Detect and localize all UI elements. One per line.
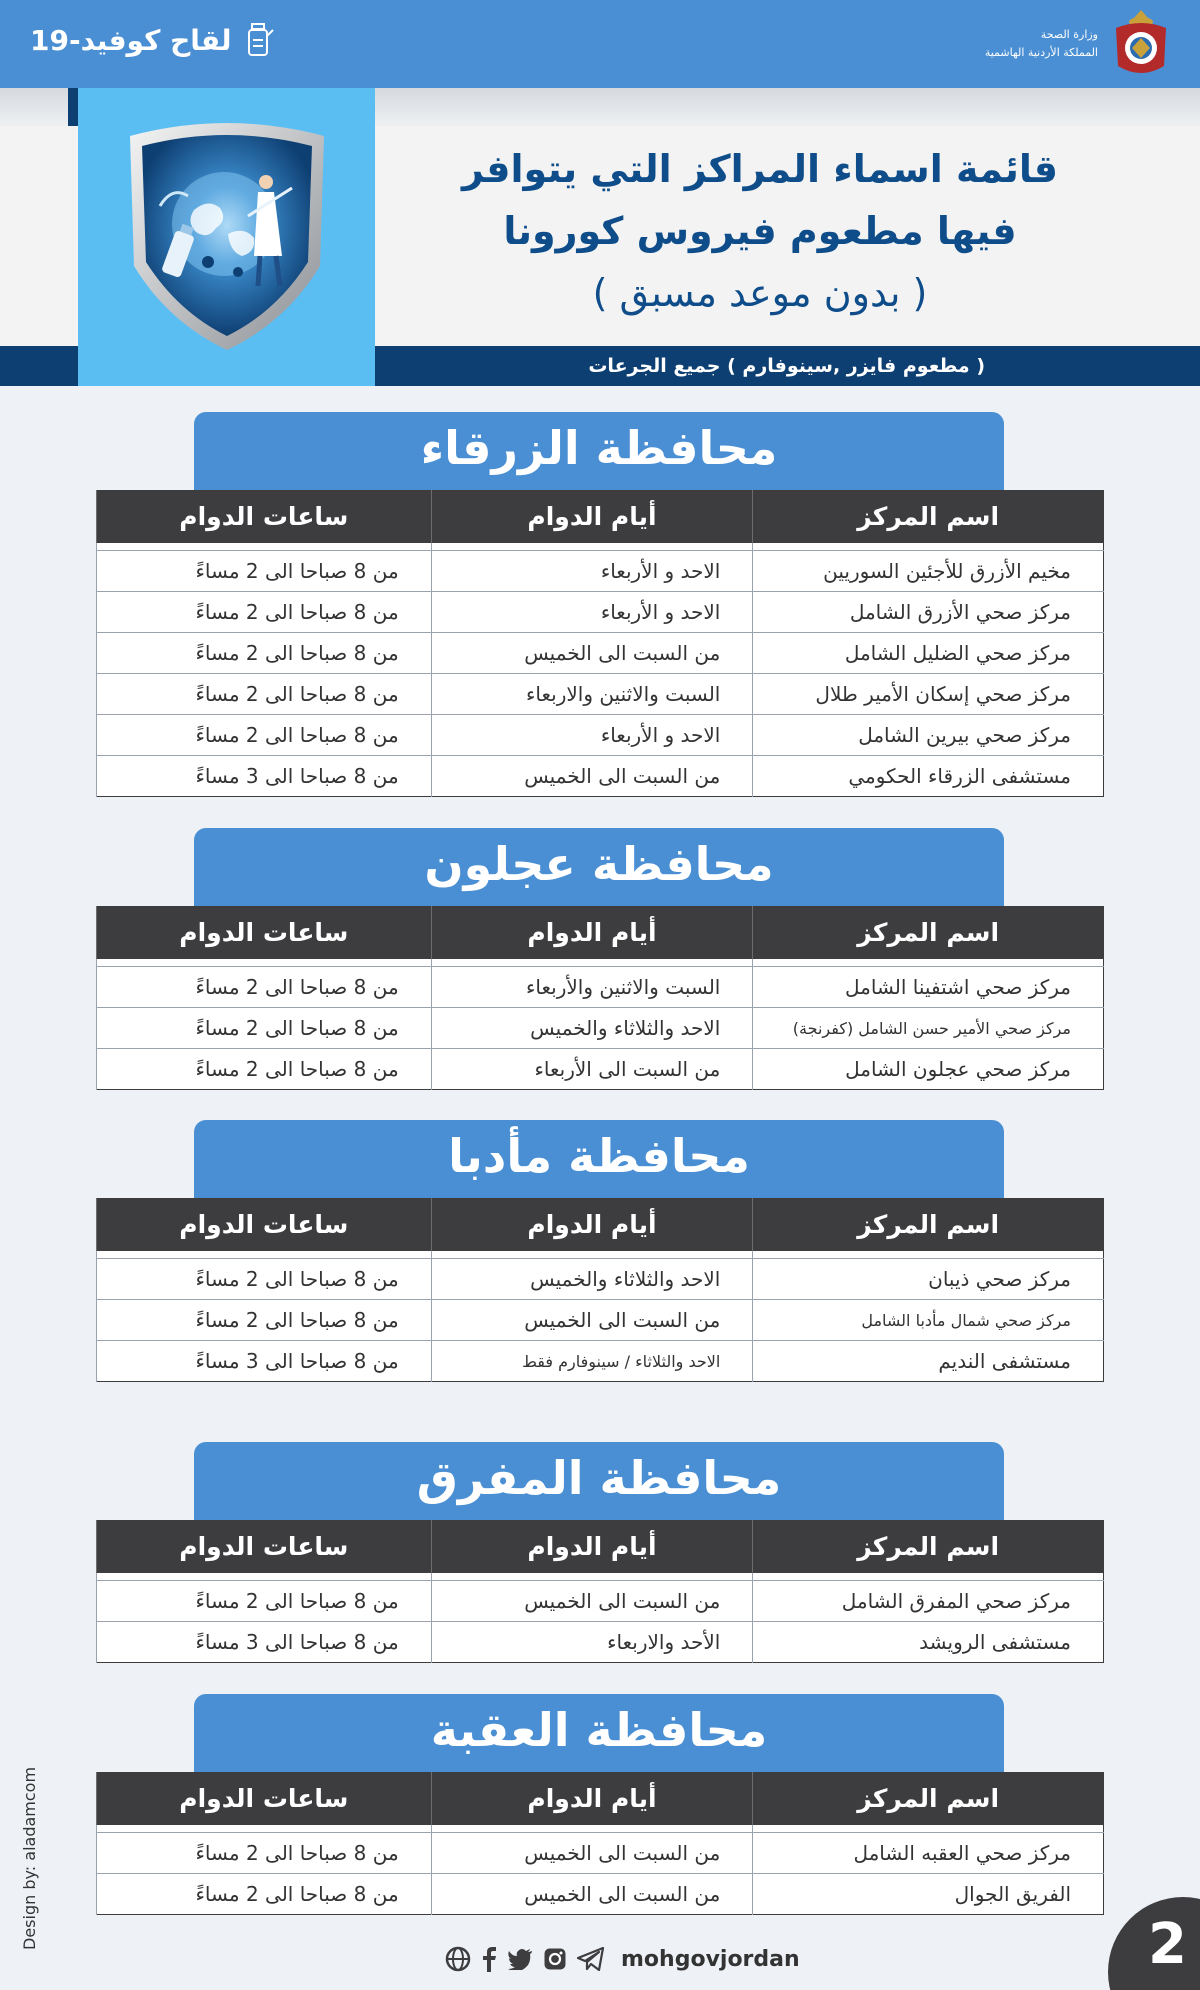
- column-header-center: اسم المركز: [753, 907, 1104, 959]
- column-header-days: أيام الدوام: [431, 1521, 753, 1573]
- table-spacer-row: [97, 1573, 1104, 1581]
- table-header-row: [97, 1199, 1104, 1251]
- cell-hours: من 8 صباحا الى 2 مساءً: [97, 1008, 432, 1049]
- cell-days: الأحد والاربعاء: [431, 1622, 753, 1663]
- table-row: [97, 674, 1104, 715]
- telegram-icon[interactable]: [577, 1947, 605, 1971]
- cell-hours: من 8 صباحا الى 3 مساءً: [97, 1341, 432, 1382]
- table-row: [97, 1049, 1104, 1090]
- column-header-center: اسم المركز: [753, 1773, 1104, 1825]
- table-spacer-row: [97, 1825, 1104, 1833]
- campaign-title: [30, 18, 275, 62]
- governorate-title: محافظة العقبة: [194, 1694, 1004, 1774]
- cell-days: من السبت الى الخميس: [431, 633, 753, 674]
- cell-center: الفريق الجوال: [753, 1874, 1104, 1915]
- ministry-line-2: المملكة الأردنية الهاشمية: [984, 46, 1098, 59]
- cell-center: مركز صحي الضليل الشامل: [753, 633, 1104, 674]
- column-header-hours: ساعات الدوام: [97, 1521, 432, 1573]
- column-header-days: أيام الدوام: [431, 1199, 753, 1251]
- table-row: [97, 1008, 1104, 1049]
- cell-hours: من 8 صباحا الى 2 مساءً: [97, 1259, 432, 1300]
- facebook-icon[interactable]: [481, 1946, 497, 1972]
- column-header-hours: ساعات الدوام: [97, 1199, 432, 1251]
- cell-days: السبت والاثنين والاربعاء: [431, 674, 753, 715]
- twitter-icon[interactable]: [507, 1948, 533, 1970]
- governorate-title: محافظة عجلون: [194, 828, 1004, 908]
- cell-days: من السبت الى الخميس: [431, 1874, 753, 1915]
- cell-hours: من 8 صباحا الى 2 مساءً: [97, 715, 432, 756]
- cell-hours: من 8 صباحا الى 2 مساءً: [97, 1833, 432, 1874]
- table-row: [97, 967, 1104, 1008]
- table-spacer-row: [97, 959, 1104, 967]
- column-header-hours: ساعات الدوام: [97, 907, 432, 959]
- cell-hours: من 8 صباحا الى 3 مساءً: [97, 756, 432, 797]
- table-row: [97, 592, 1104, 633]
- cell-center: مركز صحي الأزرق الشامل: [753, 592, 1104, 633]
- table-header-row: [97, 491, 1104, 543]
- cell-center: مركز صحي ذيبان: [753, 1259, 1104, 1300]
- table-row: [97, 715, 1104, 756]
- centers-table: [96, 1198, 1104, 1382]
- ministry-name: [985, 26, 1098, 62]
- cell-center: مركز صحي إسكان الأمير طلال: [753, 674, 1104, 715]
- cell-center: مركز صحي العقبه الشامل: [753, 1833, 1104, 1874]
- table-row: [97, 1622, 1104, 1663]
- column-header-center: اسم المركز: [753, 1521, 1104, 1573]
- centers-table: [96, 1520, 1104, 1663]
- page-number: 2: [1148, 1912, 1187, 1977]
- ministry-line-1: وزارة الصحة: [1040, 28, 1098, 41]
- column-header-center: اسم المركز: [753, 491, 1104, 543]
- table-row: [97, 1874, 1104, 1915]
- vaccine-types-note: ( مطعوم فايزر ,سينوفارم ) جميع الجرعات: [588, 355, 985, 377]
- footer-social: [445, 1940, 800, 1978]
- shield-panel: [78, 88, 375, 386]
- page-headline: [450, 138, 1070, 324]
- column-header-hours: ساعات الدوام: [97, 491, 432, 543]
- table-header-row: [97, 1773, 1104, 1825]
- cell-hours: من 8 صباحا الى 2 مساءً: [97, 1581, 432, 1622]
- governorate-title: محافظة مأدبا: [194, 1120, 1004, 1200]
- ministry-logo: [985, 6, 1172, 82]
- table-row: [97, 633, 1104, 674]
- cell-center: مركز صحي شمال مأدبا الشامل: [753, 1300, 1104, 1341]
- cell-days: السبت والاثنين والأربعاء: [431, 967, 753, 1008]
- cell-hours: من 8 صباحا الى 2 مساءً: [97, 674, 432, 715]
- governorate-title: محافظة المفرق: [194, 1442, 1004, 1522]
- centers-table: [96, 490, 1104, 797]
- cell-days: الاحد والثلاثاء والخميس: [431, 1008, 753, 1049]
- vaccine-vial-icon: [243, 22, 275, 58]
- cell-hours: من 8 صباحا الى 2 مساءً: [97, 633, 432, 674]
- table-row: [97, 551, 1104, 592]
- column-header-days: أيام الدوام: [431, 907, 753, 959]
- cell-center: مستشفى الزرقاء الحكومي: [753, 756, 1104, 797]
- governorate-title: محافظة الزرقاء: [194, 412, 1004, 492]
- cell-days: الاحد و الأربعاء: [431, 592, 753, 633]
- vaccine-shield-illustration: [116, 116, 338, 356]
- cell-center: مركز صحي اشتفينا الشامل: [753, 967, 1104, 1008]
- centers-table: [96, 906, 1104, 1090]
- table-spacer-row: [97, 1251, 1104, 1259]
- cell-days: من السبت الى الخميس: [431, 1300, 753, 1341]
- design-credit: Design by: aladamcom: [20, 1766, 39, 1950]
- cell-days: من السبت الى الأربعاء: [431, 1049, 753, 1090]
- cell-hours: من 8 صباحا الى 2 مساءً: [97, 967, 432, 1008]
- cell-center: مستشفى النديم: [753, 1341, 1104, 1382]
- table-row: [97, 1341, 1104, 1382]
- campaign-title-text: لقاح كوفيد-19: [30, 23, 232, 57]
- cell-days: الاحد والثلاثاء والخميس: [431, 1259, 753, 1300]
- column-header-center: اسم المركز: [753, 1199, 1104, 1251]
- headline-line-2: فيها مطعوم فيروس كورونا: [503, 209, 1017, 253]
- table-row: [97, 756, 1104, 797]
- cell-center: مستشفى الرويشد: [753, 1622, 1104, 1663]
- table-spacer-row: [97, 543, 1104, 551]
- cell-days: من السبت الى الخميس: [431, 1833, 753, 1874]
- cell-hours: من 8 صباحا الى 2 مساءً: [97, 551, 432, 592]
- cell-center: مركز صحي الأمير حسن الشامل (كفرنجة): [753, 1008, 1104, 1049]
- cell-hours: من 8 صباحا الى 2 مساءً: [97, 1874, 432, 1915]
- cell-hours: من 8 صباحا الى 2 مساءً: [97, 1049, 432, 1090]
- cell-days: الاحد و الأربعاء: [431, 551, 753, 592]
- cell-center: مخيم الأزرق للأجئين السوريين: [753, 551, 1104, 592]
- social-handle: mohgovjordan: [621, 1946, 800, 1972]
- table-row: [97, 1833, 1104, 1874]
- cell-hours: من 8 صباحا الى 3 مساءً: [97, 1622, 432, 1663]
- cell-days: من السبت الى الخميس: [431, 756, 753, 797]
- table-header-row: [97, 1521, 1104, 1573]
- column-header-days: أيام الدوام: [431, 1773, 753, 1825]
- cell-center: مركز صحي عجلون الشامل: [753, 1049, 1104, 1090]
- cell-days: الاحد و الأربعاء: [431, 715, 753, 756]
- cell-hours: من 8 صباحا الى 2 مساءً: [97, 1300, 432, 1341]
- headline-line-3: ( بدون موعد مسبق ): [592, 271, 928, 315]
- cell-days: الاحد والثلاثاء / سينوفارم فقط: [431, 1341, 753, 1382]
- table-row: [97, 1581, 1104, 1622]
- headline-line-1: قائمة اسماء المراكز التي يتوافر: [462, 147, 1058, 191]
- table-row: [97, 1300, 1104, 1341]
- column-header-days: أيام الدوام: [431, 491, 753, 543]
- cell-center: مركز صحي المفرق الشامل: [753, 1581, 1104, 1622]
- jordan-crest-icon: [1110, 8, 1172, 80]
- column-header-hours: ساعات الدوام: [97, 1773, 432, 1825]
- cell-center: مركز صحي بيرين الشامل: [753, 715, 1104, 756]
- cell-hours: من 8 صباحا الى 2 مساءً: [97, 592, 432, 633]
- table-row: [97, 1259, 1104, 1300]
- globe-icon[interactable]: [445, 1946, 471, 1972]
- cell-days: من السبت الى الخميس: [431, 1581, 753, 1622]
- instagram-icon[interactable]: [543, 1947, 567, 1971]
- centers-table: [96, 1772, 1104, 1915]
- table-header-row: [97, 907, 1104, 959]
